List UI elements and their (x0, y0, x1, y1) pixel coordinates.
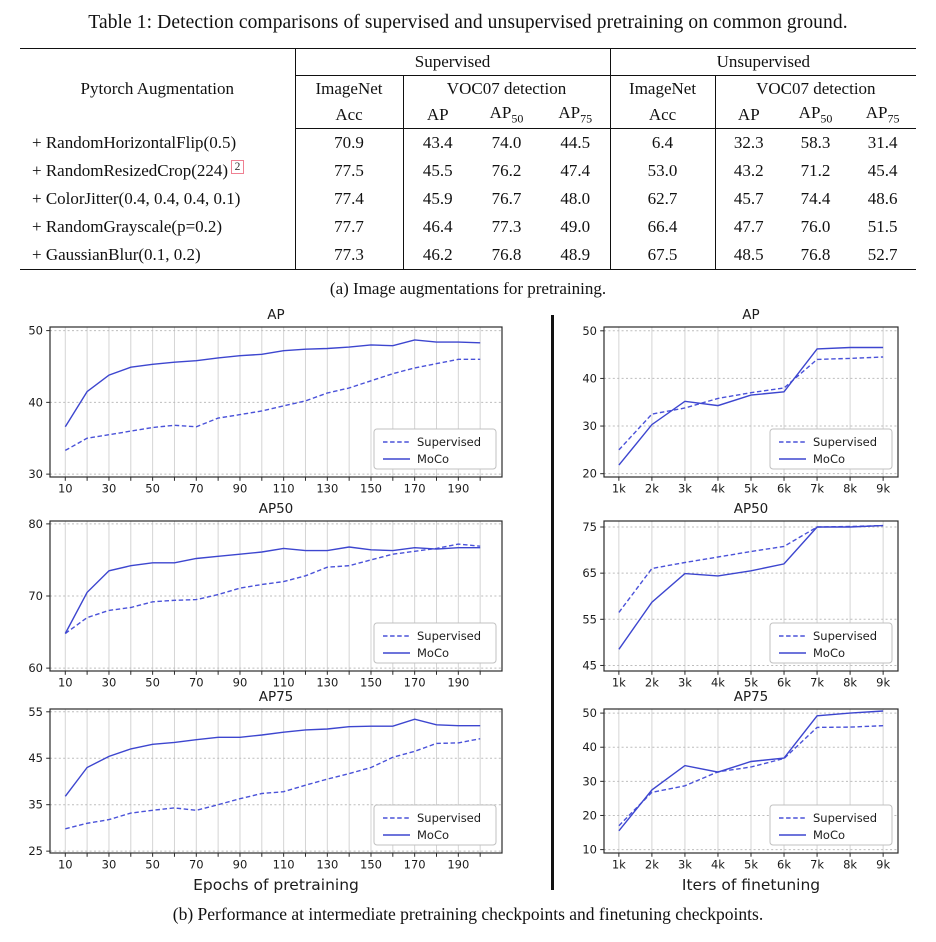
x-tick-label: 190 (447, 675, 470, 687)
x-tick-label: 6k (777, 481, 792, 493)
group-header-supervised: Supervised (295, 49, 610, 76)
x-tick-label: 1k (611, 857, 626, 872)
table-cell: 76.0 (800, 217, 831, 236)
x-tick-label: 9k (876, 675, 891, 687)
table-cell: 44.5 (541, 129, 610, 158)
x-tick-label: 50 (145, 675, 160, 687)
x-tick-label: 170 (403, 481, 426, 493)
table-cell: 43.4 (422, 133, 453, 152)
x-tick-label: 5k (744, 675, 758, 687)
table-cell: 71.2 (800, 161, 831, 180)
x-tick-label: 110 (272, 675, 295, 687)
x-tick-label: 190 (447, 857, 470, 872)
x-tick-label: 130 (316, 675, 339, 687)
y-tick-label: 40 (582, 371, 597, 386)
x-tick-label: 7k (810, 675, 825, 687)
x-tick-label: 90 (232, 675, 248, 687)
table-caption: Table 1: Detection comparisons of supervised and unsupervised pretraining on common ground. (88, 12, 848, 33)
subheader-voc07-unsupervised: VOC07 detection (756, 78, 876, 98)
chart-ap50-pretraining (16, 495, 550, 687)
table-cell: 46.2 (422, 245, 453, 264)
subheader-imagenet-supervised: ImageNet (295, 76, 403, 102)
y-tick-label: 50 (582, 706, 597, 721)
table-cell: 76.2 (491, 161, 522, 180)
legend (770, 805, 892, 845)
column-divider-rule (551, 315, 554, 890)
x-tick-label: 70 (188, 675, 204, 687)
table-cell: 32.3 (733, 133, 764, 152)
x-tick-label: 2k (644, 675, 659, 687)
table-cell: 77.5 (295, 157, 403, 185)
table-cell: 76.8 (800, 245, 831, 264)
x-tick-label: 2k (644, 857, 659, 872)
x-tick-label: 4k (710, 481, 725, 493)
table-cell: 48.6 (867, 189, 898, 208)
x-tick-label: 8k (843, 675, 858, 687)
y-tick-label: 25 (28, 844, 43, 859)
legend (770, 623, 892, 663)
x-tick-label: 130 (316, 481, 339, 493)
y-tick-label: 40 (582, 740, 597, 755)
chart-title: AP50 (733, 501, 769, 517)
x-tick-label: 90 (232, 857, 248, 872)
subheader-ap50-supervised: $AP_{50}$ (472, 101, 541, 129)
table-cell: 48.5 (733, 245, 764, 264)
y-tick-label: 65 (582, 566, 597, 581)
legend-label-supervised: Supervised (813, 435, 878, 449)
legend-label-supervised: Supervised (417, 629, 482, 643)
table-cell: 62.7 (610, 185, 715, 213)
table-cell: 70.9 (295, 129, 403, 158)
legend-label-supervised: Supervised (417, 811, 482, 825)
subheader-ap50-unsupervised: $AP_{50}$ (782, 101, 849, 129)
chart-title: AP75 (258, 689, 294, 705)
chart-ap75-pretraining (16, 689, 550, 901)
x-tick-label: 170 (403, 857, 426, 872)
table-cell: 31.4 (867, 133, 898, 152)
table-cell: 76.7 (491, 189, 522, 208)
footnote-link[interactable]: 2 (231, 160, 244, 174)
x-tick-label: 1k (611, 481, 626, 493)
y-tick-label: 30 (28, 467, 43, 482)
subheader-ap75-unsupervised: $AP_{75}$ (849, 101, 916, 129)
y-tick-label: 45 (582, 658, 597, 673)
legend-label-moco: MoCo (417, 828, 450, 842)
table-cell: 48.9 (541, 241, 610, 270)
subheader-acc-supervised: Acc (295, 101, 403, 129)
y-tick-label: 35 (28, 797, 43, 812)
table-cell: 74.4 (800, 189, 831, 208)
x-tick-label: 130 (316, 857, 339, 872)
x-tick-label: 8k (843, 481, 858, 493)
y-tick-label: 40 (28, 395, 43, 410)
series-line-moco (65, 719, 480, 796)
subheader-acc-unsupervised: Acc (610, 101, 715, 129)
x-tick-label: 150 (360, 481, 382, 493)
x-tick-label: 70 (188, 857, 204, 872)
x-tick-label: 110 (272, 481, 295, 493)
chart-ap-finetuning (574, 301, 926, 493)
legend-label-moco: MoCo (813, 828, 846, 842)
table-cell: 47.4 (541, 157, 610, 185)
y-tick-label: 70 (28, 589, 43, 603)
y-tick-label: 75 (582, 520, 597, 534)
subfigure-a-caption: (a) Image augmentations for pretraining. (329, 279, 607, 298)
chart-title: AP (742, 307, 760, 323)
table-cell: 48.0 (541, 185, 610, 213)
chart-title: AP (267, 307, 285, 323)
column-header-augmentation: Pytorch Augmentation (20, 49, 295, 129)
legend-label-supervised: Supervised (813, 811, 878, 825)
y-tick-label: 10 (582, 842, 597, 857)
x-tick-label: 30 (101, 675, 117, 687)
x-tick-label: 7k (810, 481, 825, 493)
table-cell: 53.0 (610, 157, 715, 185)
x-tick-label: 8k (843, 857, 858, 872)
legend-label-moco: MoCo (813, 646, 846, 660)
table-cell: 51.5 (867, 217, 898, 236)
table-cell: 45.7 (733, 189, 764, 208)
x-tick-label: 150 (360, 857, 382, 872)
x-tick-label: 190 (447, 481, 470, 493)
x-tick-label: 10 (57, 481, 73, 493)
x-tick-label: 30 (101, 857, 117, 872)
table-cell: 45.5 (422, 161, 453, 180)
y-tick-label: 20 (582, 808, 597, 823)
table-cell: 77.3 (295, 241, 403, 270)
chart-ap-pretraining (16, 301, 550, 493)
x-tick-label: 7k (810, 857, 825, 872)
x-axis-label: Iters of finetuning (681, 876, 821, 894)
x-tick-label: 5k (744, 857, 758, 872)
chart-title: AP50 (258, 501, 294, 517)
x-tick-label: 1k (611, 675, 626, 687)
table-cell: 67.5 (610, 241, 715, 270)
y-tick-label: 30 (582, 419, 597, 434)
table-cell: 43.2 (733, 161, 764, 180)
x-tick-label: 10 (57, 857, 73, 872)
x-tick-label: 70 (188, 481, 204, 493)
subheader-ap-supervised: AP (403, 101, 472, 129)
y-tick-label: 55 (28, 704, 43, 719)
table-cell: 45.4 (867, 161, 898, 180)
x-tick-label: 30 (101, 481, 117, 493)
legend-label-moco: MoCo (813, 452, 846, 466)
table-cell: 45.9 (422, 189, 453, 208)
x-tick-label: 3k (677, 481, 692, 493)
subheader-ap75-supervised: $AP_{75}$ (541, 101, 610, 129)
group-header-unsupervised: Unsupervised (610, 49, 916, 76)
legend-label-moco: MoCo (417, 452, 450, 466)
augmentation-label: + RandomGrayscale(p=0.2) (20, 213, 295, 241)
table-cell: 77.3 (491, 217, 522, 236)
y-tick-label: 20 (582, 466, 597, 481)
legend (374, 623, 496, 663)
x-tick-label: 170 (403, 675, 426, 687)
legend-label-moco: MoCo (417, 646, 450, 660)
x-tick-label: 10 (57, 675, 73, 687)
x-tick-label: 4k (710, 857, 725, 872)
x-tick-label: 3k (677, 675, 692, 687)
subheader-voc07-supervised: VOC07 detection (403, 76, 610, 102)
table-cell: 47.7 (733, 217, 764, 236)
series-line-moco (65, 340, 480, 427)
legend-label-supervised: Supervised (417, 435, 482, 449)
x-tick-label: 50 (145, 481, 160, 493)
subheader-imagenet-unsupervised: ImageNet (610, 76, 715, 102)
table-cell: 76.8 (491, 245, 522, 264)
table-cell: 77.4 (295, 185, 403, 213)
series-line-supervised (65, 544, 480, 633)
x-tick-label: 90 (232, 481, 248, 493)
y-tick-label: 50 (28, 323, 43, 338)
x-tick-label: 9k (876, 481, 891, 493)
x-tick-label: 4k (710, 675, 725, 687)
y-tick-label: 80 (28, 516, 43, 531)
table-cell: 66.4 (610, 213, 715, 241)
subheader-ap-unsupervised: AP (715, 101, 782, 129)
legend (770, 429, 892, 469)
table-cell: 74.0 (491, 133, 522, 152)
augmentation-label: + RandomResizedCrop(224) $^2$ (20, 157, 295, 185)
table-cell: 49.0 (541, 213, 610, 241)
augmentation-label: + ColorJitter(0.4, 0.4, 0.4, 0.1) (20, 185, 295, 213)
y-tick-label: 55 (582, 612, 597, 627)
x-tick-label: 6k (777, 675, 792, 687)
y-tick-label: 30 (582, 774, 597, 789)
x-tick-label: 9k (876, 857, 891, 872)
table-cell: 52.7 (867, 245, 898, 264)
x-axis-label: Epochs of pretraining (193, 876, 359, 894)
x-tick-label: 2k (644, 481, 659, 493)
chart-title: AP75 (733, 689, 769, 705)
table-cell: 58.3 (800, 133, 831, 152)
x-tick-label: 5k (744, 481, 758, 493)
x-tick-label: 150 (360, 675, 382, 687)
table-cell: 77.7 (295, 213, 403, 241)
legend-label-supervised: Supervised (813, 629, 878, 643)
legend (374, 805, 496, 845)
augmentation-label: + GaussianBlur(0.1, 0.2) (20, 241, 295, 270)
subfigure-b-caption: (b) Performance at intermediate pretraining checkpoints and finetuning checkpoints. (172, 904, 764, 924)
series-line-moco (65, 547, 480, 634)
table-cell: 6.4 (610, 129, 715, 158)
augmentation-label: + RandomHorizontalFlip(0.5) (20, 129, 295, 158)
x-tick-label: 6k (777, 857, 792, 872)
y-tick-label: 45 (28, 751, 43, 766)
x-tick-label: 3k (677, 857, 692, 872)
x-tick-label: 110 (272, 857, 295, 872)
y-tick-label: 60 (28, 661, 43, 676)
y-tick-label: 50 (582, 323, 597, 338)
legend (374, 429, 496, 469)
table-cell: 46.4 (422, 217, 453, 236)
chart-ap50-finetuning (574, 495, 926, 687)
chart-ap75-finetuning (574, 689, 926, 901)
x-tick-label: 50 (145, 857, 160, 872)
